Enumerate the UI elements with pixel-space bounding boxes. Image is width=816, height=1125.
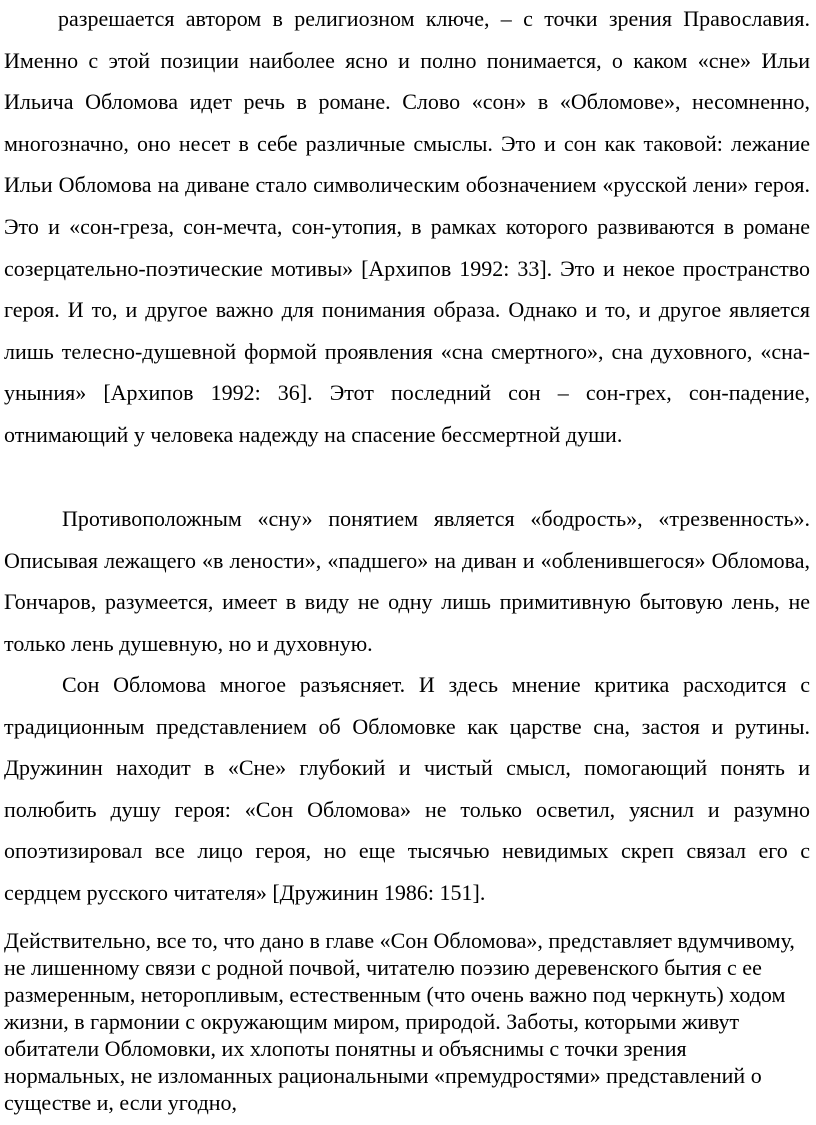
paragraph-4: Действительно, все то, что дано в главе «Сон Обломова», представляет вдумчивому, не лишенному связи с родной почвой, читателю поэзию деревенского бытия с ее размеренным, неторопливым, естественным (что очень важно под черкнуть) ходом жизни, в гармонии с окружающим миром, природой. Заботы, которыми живут обитатели Обломовки, их хлопоты понятны и объяснимы с точки зрения нормальных, не изломанных рациональными «премудростями» представлений о существе и, если угодно, — [4, 928, 795, 1115]
paragraph-2: Противоположным «сну» понятием является «бодрость», «трезвенность». Описывая лежащего «в лености», «падшего» на диван и «обленившегося» Обломова, Гончаров, разумеется, имеет в виду не одну лишь примитивную бытовую лень, не только лень душевную, но и духовную. — [4, 506, 810, 656]
paragraph-3: Сон Обломова многое разъясняет. И здесь мнение критика расходится с традиционным представлением об Обломовке как царстве сна, застоя и рутины. Дружинин находит в «Сне» глубокий и чистый смысл, помогающий понять и полюбить душу героя: «Сон Обломова» не только осветил, уяснил и разумно опоэтизировал все лицо героя, но еще тысячью невидимых скреп связал его с сердцем русского читателя» [Дружинин 1986: 151]. — [4, 672, 810, 905]
paragraph-1: разрешается автором в религиозном ключе, – с точки зрения Православия. Именно с этой позиции наиболее ясно и полно понимается, о каком «сне» Ильи Ильича Обломова идет речь в романе. Слово «сон» в «Обломове», несомненно, многозначно, оно несет в себе различные смыслы. Это и сон как таковой: лежание Ильи Обломова на диване стало символическим обозначением «русской лени» героя. Это и «сон-греза, сон-мечта, сон-утопия, в рамках которого развиваются в романе созерцательно-поэтические мотивы» [Архипов 1992: 33]. Это и некое пространство героя. И то, и другое важно для понимания образа. Однако и то, и другое является лишь телесно-душевной формой проявления «сна смертного», сна духовного, «сна-уныния» [Архипов 1992: 36]. Этот последний сон – сон-грех, сон-падение, отнимающий у человека надежду на спасение бессмертной души. — [4, 6, 810, 447]
